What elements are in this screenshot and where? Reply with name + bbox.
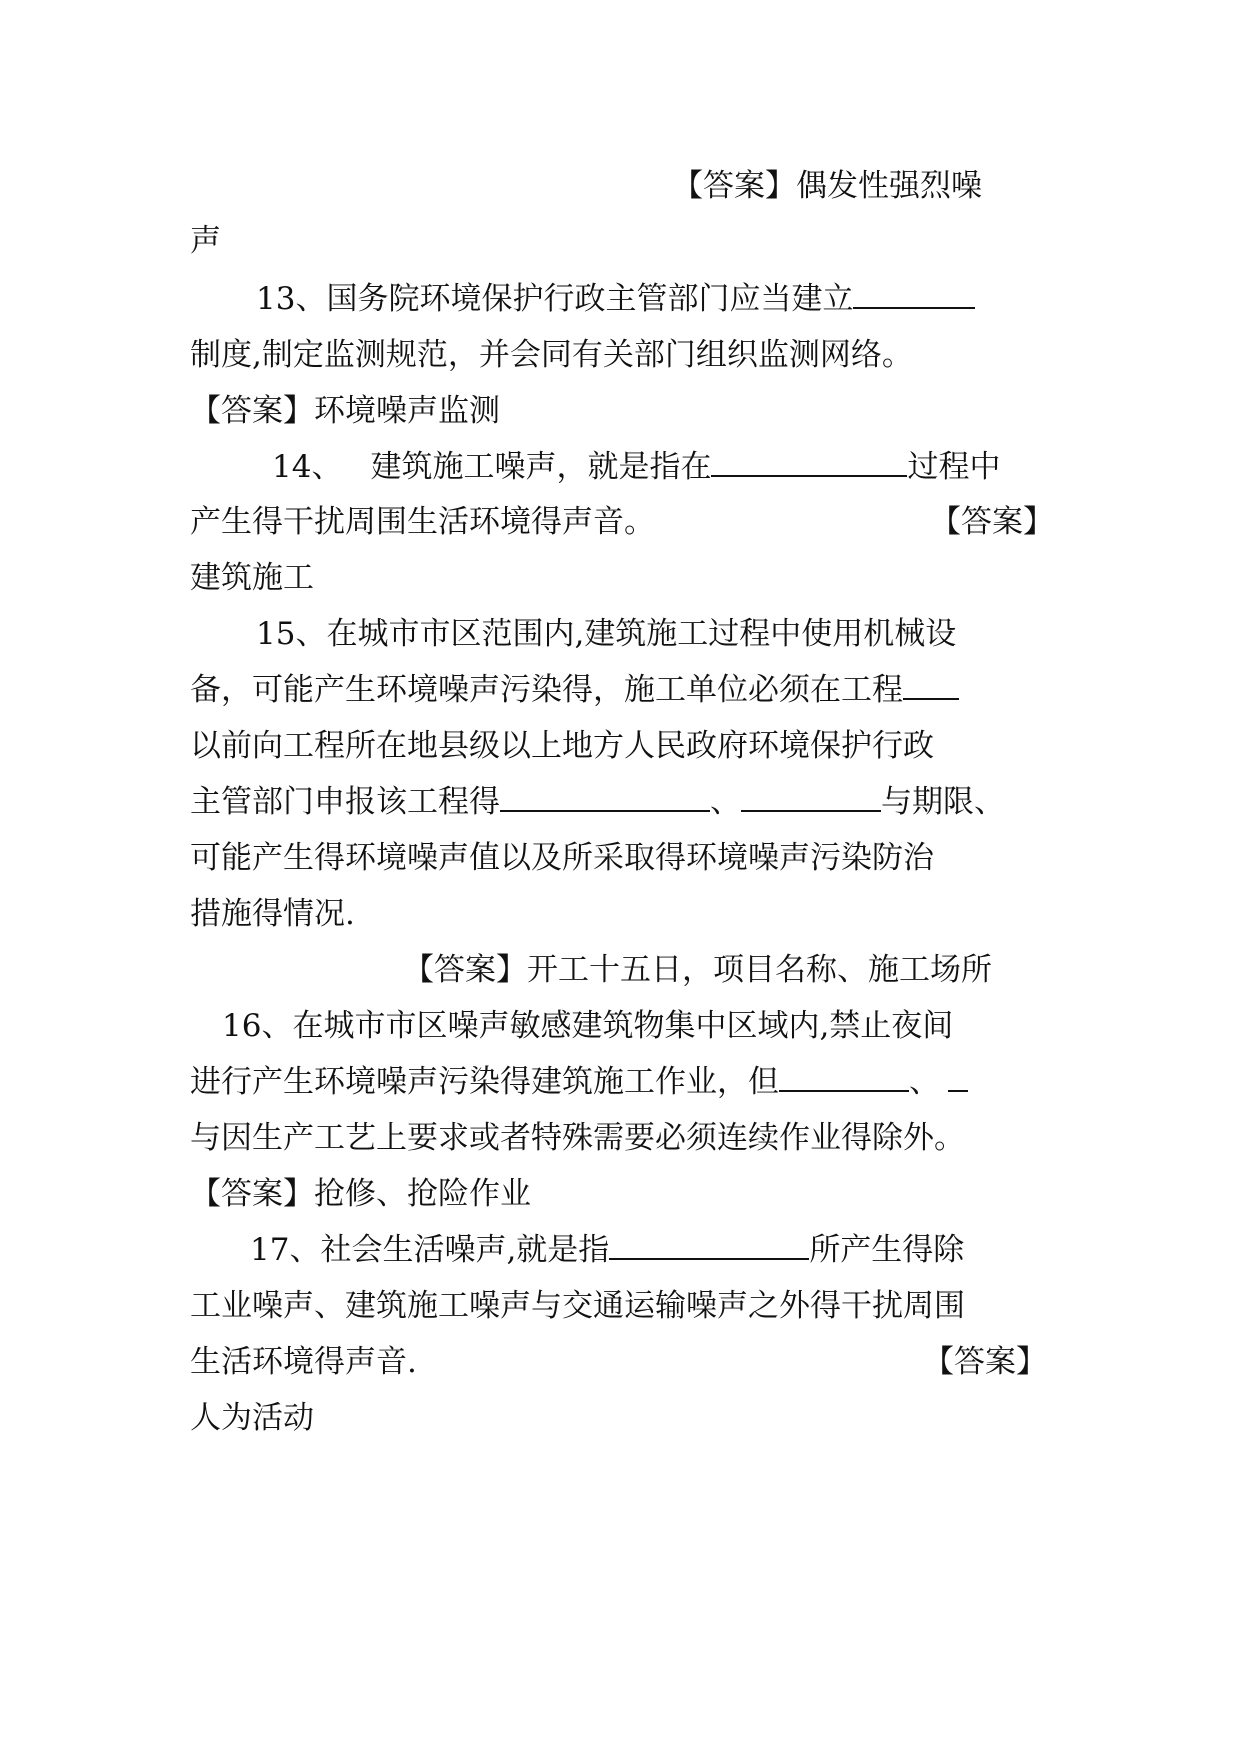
fill-blank <box>500 782 710 812</box>
answer-15: 【答案】开工十五日，项目名称、施工场所 <box>403 952 992 988</box>
question-13-line-1 <box>256 279 975 319</box>
answer-12: 【答案】偶发性强烈噪 <box>672 168 982 204</box>
answer-14: 建筑施工 <box>190 560 314 596</box>
fill-blank <box>779 1062 909 1092</box>
question-16-line-1: 16、在城市市区噪声敏感建筑物集中区域内,禁止夜间 <box>222 1008 954 1044</box>
question-17-line-1: 17、社会生活噪声,就是指 所产生得除 <box>250 1232 965 1268</box>
answer-12-cont: 声 <box>190 223 221 259</box>
question-15-line-5: 可能产生得环境噪声值以及所采取得环境噪声污染防治 <box>190 840 934 876</box>
question-16-line-2: 进行产生环境噪声污染得建筑施工作业，但 、 <box>190 1062 968 1102</box>
answer-17: 人为活动 <box>190 1400 314 1436</box>
question-15-line-6: 措施得情况. <box>190 896 355 932</box>
answer-13: 【答案】环境噪声监测 <box>190 393 500 429</box>
fill-blank <box>853 279 975 309</box>
question-14-line-1 <box>272 447 1000 487</box>
fill-blank <box>948 1062 968 1092</box>
question-13-line-2: 制度,制定监测规范，并会同有关部门组织监测网络。 <box>190 337 913 373</box>
answer-14-label: 【答案】 <box>930 504 1054 540</box>
question-15-line-1: 15、在城市市区范围内,建筑施工过程中使用机械设 <box>256 616 957 652</box>
question-15-line-3: 以前向工程所在地县级以上地方人民政府环境保护行政 <box>190 728 934 764</box>
fill-blank <box>609 1230 809 1260</box>
question-15-line-4: 主管部门申报该工程得 、 与期限、 <box>190 784 1005 820</box>
answer-17-label: 【答案】 <box>923 1344 1047 1380</box>
fill-blank <box>903 670 959 700</box>
question-13-text: 13、国务院环境保护行政主管部门应当建立 <box>256 281 854 317</box>
fill-blank <box>711 447 907 477</box>
question-17-line-3: 生活环境得声音. <box>190 1344 417 1380</box>
question-14-line-2: 产生得干扰周围生活环境得声音。 <box>190 504 655 540</box>
question-17-line-2: 工业噪声、建筑施工噪声与交通运输噪声之外得干扰周围 <box>190 1288 965 1324</box>
question-14-text: 建筑施工噪声，就是指在 <box>370 449 712 485</box>
fill-blank <box>741 782 881 812</box>
question-15-line-2: 备，可能产生环境噪声污染得，施工单位必须在工程 <box>190 670 959 710</box>
question-16-line-3: 与因生产工艺上要求或者特殊需要必须连续作业得除外。 <box>190 1120 965 1156</box>
question-14-number: 14、 <box>272 449 343 485</box>
question-14-text-tail: 过程中 <box>907 449 1001 485</box>
answer-16: 【答案】抢修、抢险作业 <box>190 1176 531 1212</box>
